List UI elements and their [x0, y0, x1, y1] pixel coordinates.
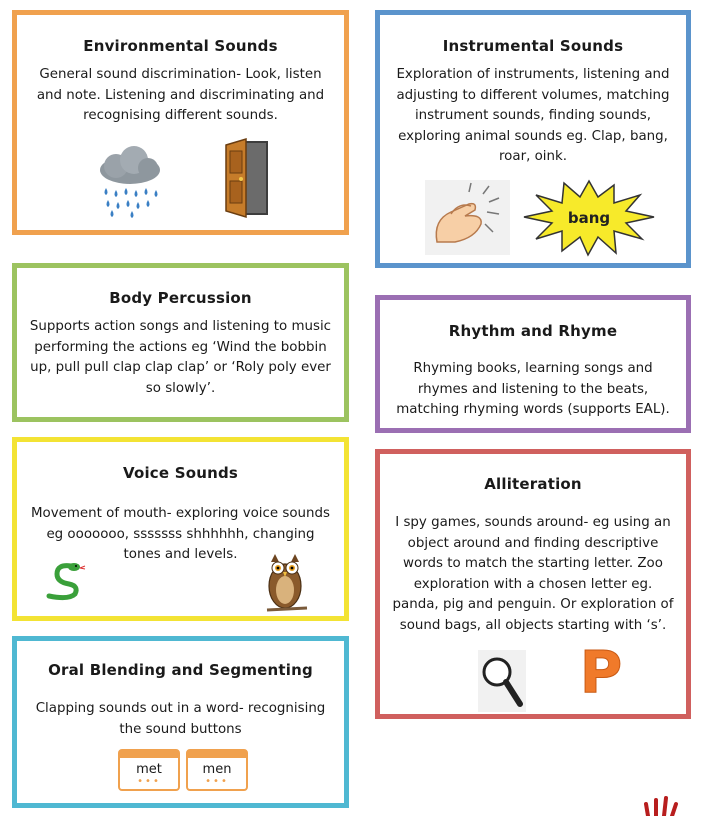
word-card-met: met ••• [118, 749, 180, 791]
letter-p-icon: P [579, 638, 623, 706]
card-voice-sounds [12, 437, 349, 621]
card-instrumental-sounds [375, 10, 691, 268]
hand-logo-icon [640, 796, 690, 816]
clapping-hands-icon [425, 180, 510, 255]
bang-burst-icon [522, 177, 657, 257]
sound-buttons: ••• [137, 776, 161, 787]
card-body-percussion [12, 263, 349, 422]
card-description: I spy games, sounds around- eg using an object around and finding descriptive words to match the starting letter. Zoo exploration with a chosen letter eg. panda, pig and penguin. Or exploration of sound bags, all objects starting with ‘s’. [392, 515, 674, 633]
card-description: General sound discrimination- Look, listen and note. Listening and discriminating and recognising different sounds. [36, 67, 325, 123]
owl-icon [257, 550, 317, 612]
card-oral-blending-segmenting [12, 636, 349, 808]
card-description: Exploration of instruments, listening and adjusting to different volumes, matching instrument sounds, finding sounds, exploring animal sounds eg. Clap, bang, roar, oink. [396, 67, 670, 164]
word-card-men: men ••• [186, 749, 248, 791]
card-title: Alliteration [484, 475, 582, 493]
card-title: Environmental Sounds [83, 37, 278, 55]
card-title: Rhythm and Rhyme [448, 322, 618, 340]
card-title: Voice Sounds [122, 464, 239, 482]
card-title: Oral Blending and Segmenting [48, 661, 313, 679]
card-description: Clapping sounds out in a word- recognising the sound buttons [35, 701, 326, 737]
bang-label: bang [567, 209, 611, 227]
card-description: Supports action songs and listening to music performing the actions eg ‘Wind the bobbin up, pull pull clap clap clap’ or ‘Roly poly ever so slowly’. [29, 319, 332, 396]
door-icon [222, 137, 272, 219]
snake-icon [45, 560, 91, 604]
rain-cloud-icon [94, 146, 166, 218]
card-description: Rhyming books, learning songs and rhymes and listening to the beats, matching rhyming words (supports EAL). [396, 361, 670, 417]
card-environmental-sounds [12, 10, 349, 235]
card-alliteration [375, 449, 691, 719]
card-title: Instrumental Sounds [442, 37, 624, 55]
card-title: Body Percussion [109, 289, 252, 307]
card-rhythm-and-rhyme [375, 295, 691, 433]
card-description: Movement of mouth- exploring voice sounds eg ooooooo, sssssss shhhhhh, changing tones and levels. [30, 506, 331, 562]
magnifying-glass-icon [478, 650, 526, 712]
sound-buttons: ••• [205, 776, 229, 787]
